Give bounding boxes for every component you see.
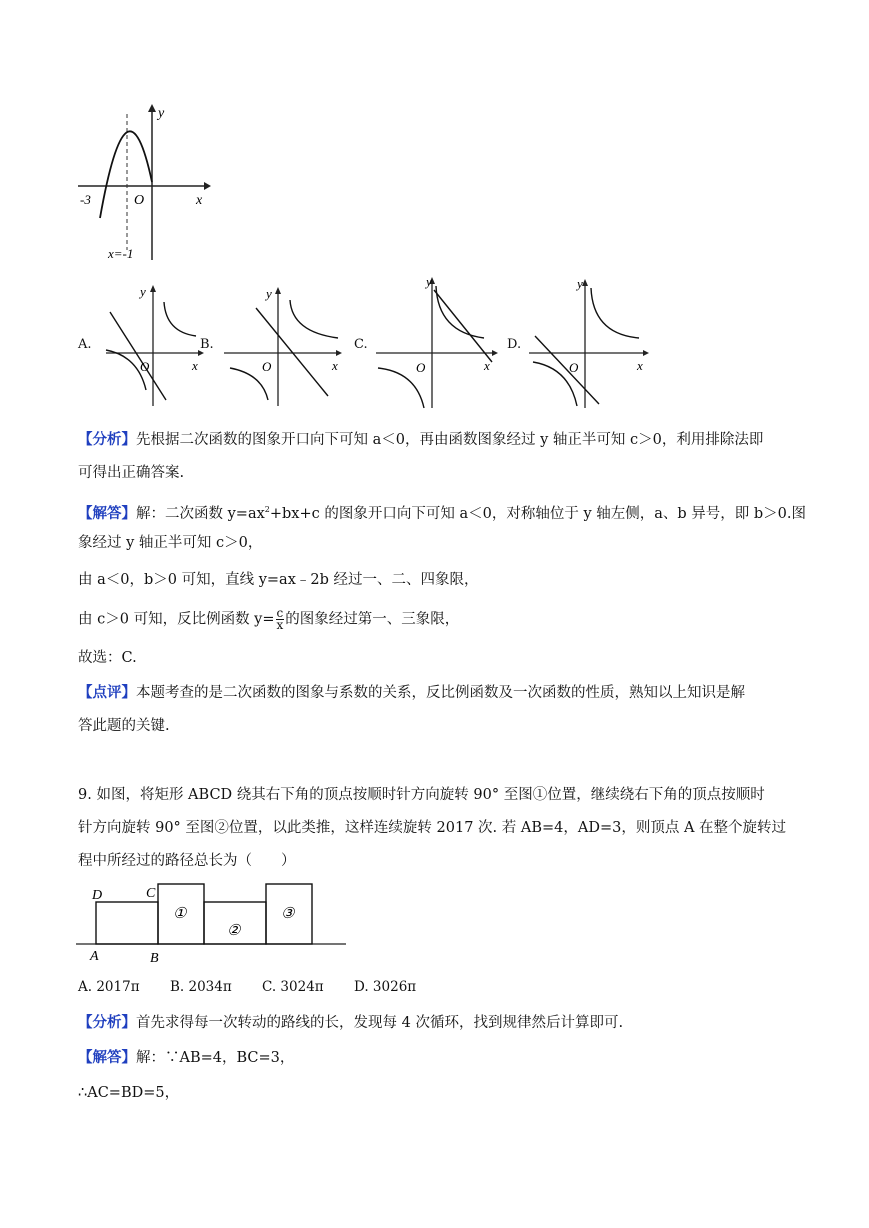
y-axis-arrow [148,104,156,112]
line-graph [434,290,492,362]
x-label: x [192,358,198,373]
analysis2-line [78,1013,623,1033]
option-d-figure [507,272,657,412]
analysis1-line2: 可得出正确答案. [78,465,185,481]
origin-label: O [140,359,150,374]
analysis2-tag: 【分析】 [78,1014,136,1031]
option-b-figure [200,280,350,410]
solution1-line1 [78,500,806,524]
analysis2-text: 首先求得每一次转动的路线的长，发现每 4 次循环，找到规律然后计算即可. [136,1015,624,1031]
rectangle-rotation-figure [76,880,348,964]
label-C: C [146,886,156,901]
x-axis-arrow [492,350,498,356]
hyperbola-branch-1 [164,302,196,336]
x-label: x [332,358,338,373]
origin-label: O [569,360,579,375]
q9-line3: 程中所经过的路径总长为（ ） [78,853,296,869]
solution2-text: 解：∵AB=4，BC=3， [136,1050,295,1066]
x-axis-arrow [204,182,211,190]
option-d-letter: D. [507,337,522,352]
origin-label: O [134,193,145,208]
analysis-text: 先根据二次函数的图象开口向下可知 a＜0，再由函数图象经过 y 轴正半可知 c＞0，利用排除法即 [136,432,764,448]
y-label: y [158,106,165,121]
solution-text-post: +bx+c 的图象开口向下可知 a＜0，对称轴位于 y 轴左侧，a、b 异号，即 b＞0.图 [269,505,807,522]
y-axis-arrow [582,279,588,286]
symmetry-label: x=-1 [108,246,134,261]
y-label: y [140,284,146,299]
q9-choices [78,977,446,997]
x-axis-arrow [336,350,342,356]
parabola-graph [72,100,212,265]
analysis-tag: 【分析】 [78,431,136,448]
origin-label: O [262,359,272,374]
circled-1: ① [173,906,187,922]
x-axis-arrow [643,350,649,356]
option-c-letter: C. [354,337,368,352]
option-a-graph [78,280,208,410]
y-label: y [266,286,272,301]
hyperbola-branch-1 [436,286,484,338]
x-label: x [484,358,490,373]
line-graph [110,312,166,400]
y-axis-arrow [275,287,281,294]
parabola-figure [72,100,212,265]
option-c-graph [354,272,504,412]
solution2-line2: ∴AC=BD=5， [78,1085,180,1101]
rectangle-abcd [96,902,158,944]
rotation-diagram [76,880,348,964]
solution1-line4 [78,608,459,631]
label-A: A [90,949,99,964]
hyperbola-branch-1 [290,300,338,338]
solution2-line1 [78,1048,294,1068]
q9-line1: 9. 如图，将矩形 ABCD 绕其右下角的顶点按顺时针方向旋转 90° 至图①位置，继续绕右下角的顶点按顺时 [78,787,765,803]
solution-text-pre: 解：二次函数 y=ax [136,505,265,522]
choice-a: A. 2017π [78,979,140,995]
option-a-letter: A. [78,337,92,352]
choice-c: C. 3024π [262,979,324,995]
fraction-numerator: c [276,606,284,620]
origin-label: O [416,360,426,375]
solution-line4-post: 的图象经过第一、三象限， [285,611,460,628]
y-label: y [577,276,583,291]
fraction-denominator: x [276,618,284,632]
label-B: B [150,951,159,964]
circled-3: ③ [281,906,295,922]
analysis1-line1 [78,430,763,450]
comment1-line2: 答此题的关键. [78,718,170,734]
option-d-graph [507,272,657,412]
option-c-figure [354,272,504,412]
parabola-curve [100,131,152,218]
neg3-label: -3 [80,192,91,207]
comment-text: 本题考查的是二次函数的图象与系数的关系，反比例函数及一次函数的性质，熟知以上知识是解 [136,685,745,701]
comment-tag: 【点评】 [78,684,136,701]
solution-tag: 【解答】 [78,504,136,522]
y-label: y [426,274,432,289]
option-b-graph [200,280,350,410]
solution1-line3: 由 a＜0，b＞0 可知，直线 y=ax﹣2b 经过一、二、四象限， [78,572,479,588]
x-label: x [196,193,203,208]
q9-line2: 针方向旋转 90° 至图②位置，以此类推，这样连续旋转 2017 次. 若 AB=4，AD=3，则顶点 A 在整个旋转过 [78,820,787,836]
choice-b: B. 2034π [170,979,232,995]
line-graph [535,336,599,404]
label-D: D [92,888,103,903]
solution1-line2: 象经过 y 轴正半可知 c＞0， [78,535,263,551]
choice-d: D. 3026π [354,979,417,995]
x-label: x [637,358,643,373]
solution2-tag: 【解答】 [78,1049,136,1066]
solution-line4-pre: 由 c＞0 可知，反比例函数 y= [78,611,275,628]
solution1-line5: 故选：C. [78,650,137,666]
hyperbola-branch-1 [591,288,639,338]
superscript-2: 2 [264,505,270,514]
option-b-letter: B. [200,337,214,352]
comment1-line1 [78,683,745,703]
fraction-c-over-x [276,608,285,631]
circled-2: ② [227,923,241,939]
option-a-figure [78,280,208,410]
y-axis-arrow [150,285,156,292]
line-graph [256,308,328,396]
